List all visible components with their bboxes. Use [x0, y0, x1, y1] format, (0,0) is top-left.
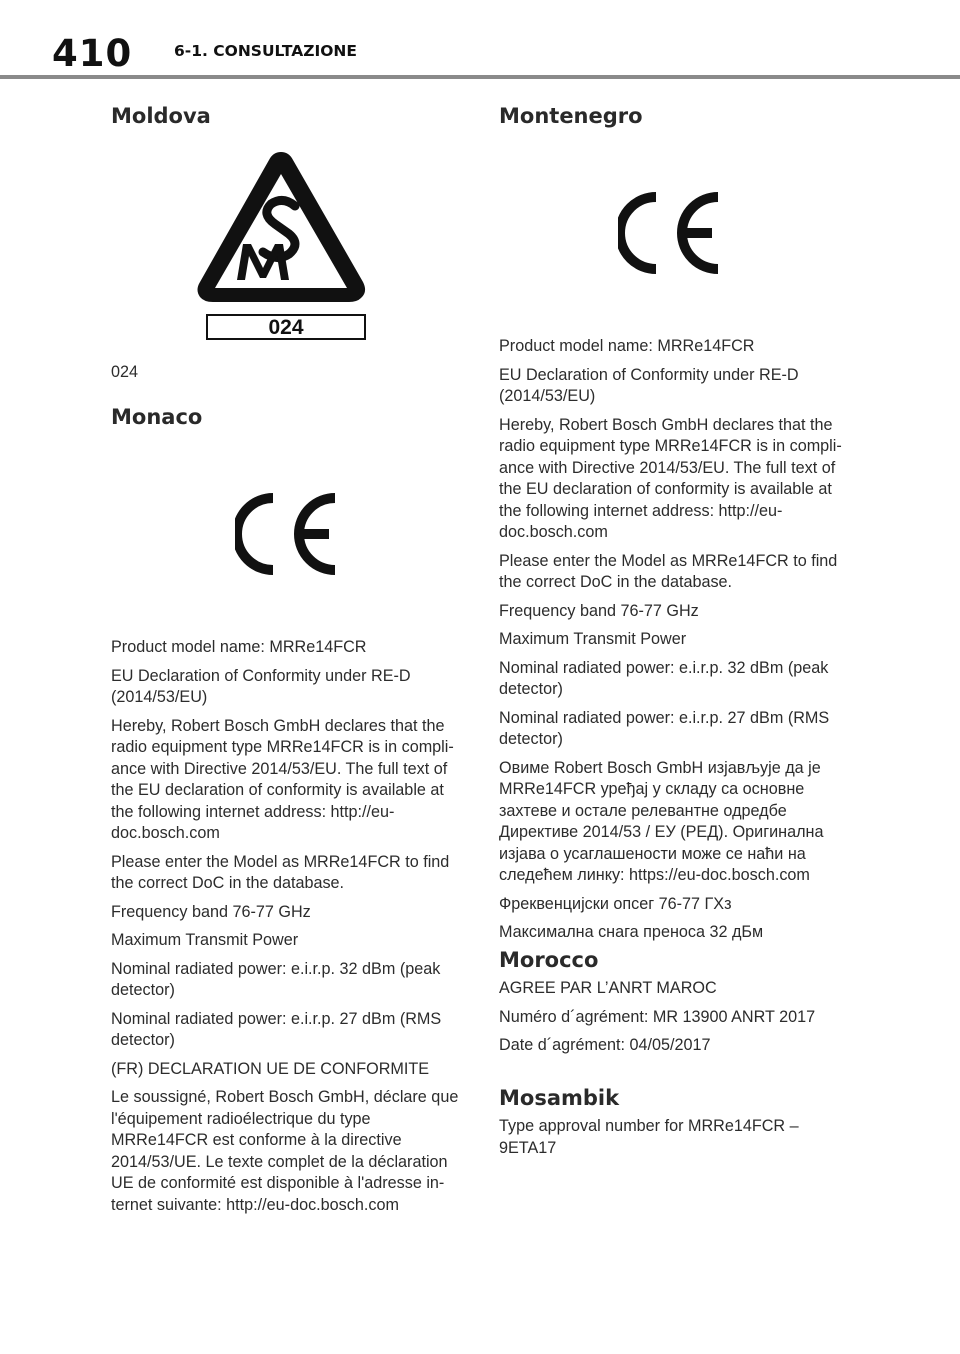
moldova-caption: 024 — [111, 363, 139, 381]
heading-montenegro: Montenegro — [499, 104, 643, 128]
montenegro-paragraph: Frequency band 76-77 GHz — [499, 601, 699, 620]
monaco-paragraph: Nominal radiated power: e.i.r.p. 27 dBm (RMS detector) — [111, 1009, 442, 1049]
moldova-sm-mark-icon — [191, 144, 371, 344]
monaco-paragraph: Frequency band 76-77 GHz — [111, 902, 311, 921]
monaco-paragraph: Product model name: MRRe14FCR — [111, 638, 367, 656]
page-header — [0, 0, 960, 80]
montenegro-paragraph: Nominal radiated power: e.i.r.p. 27 dBm (RMS detector) — [499, 708, 830, 748]
ce-mark-icon — [618, 191, 726, 275]
header-rule — [0, 75, 960, 79]
mosambik-paragraph: Type approval number for MRRe14FCR – 9ETA17 — [499, 1117, 799, 1157]
ce-mark-icon — [235, 492, 343, 576]
montenegro-paragraph: Hereby, Robert Bosch GmbH declares that the radio equipment type MRRe14FCR is in compli-ance with Directive 2014/53/EU. The full text of the EU declaration of conformity is available at the following internet address: http://eu-doc.bosch.com — [499, 415, 842, 541]
monaco-paragraph: Nominal radiated power: e.i.r.p. 32 dBm (peak detector) — [111, 959, 441, 999]
monaco-paragraph: Maximum Transmit Power — [111, 931, 299, 949]
mosambik-body — [499, 1116, 854, 1159]
montenegro-paragraph: Product model name: MRRe14FCR — [499, 337, 755, 355]
heading-morocco: Morocco — [499, 948, 599, 972]
monaco-paragraph: EU Declaration of Conformity under RE-D (2014/53/EU) — [111, 666, 411, 706]
montenegro-paragraph: Овиме Robert Bosch GmbH изјављује да је MRRe14FCR уређај у складу са основне захтеве и остале релевантне одредбе Директиве 2014/53 / ЕУ (РЕД). Оригинална изјава о усаглашености може се наћи на следећем линку: https://eu-doc.bosch.com — [499, 758, 824, 884]
section-title: 6-1. CONSULTAZIONE — [174, 42, 357, 60]
montenegro-paragraph: Nominal radiated power: e.i.r.p. 32 dBm (peak detector) — [499, 658, 829, 698]
page-number: 410 — [52, 32, 133, 75]
monaco-paragraph: Please enter the Model as MRRe14FCR to find the correct DoC in the database. — [111, 852, 450, 892]
monaco-paragraph: Le soussigné, Robert Bosch GmbH, déclare que l'équipement radioélectrique du type MRRe14FCR est conforme à la directive 2014/53/UE. Le texte complet de la déclaration UE de conformité est disponible à l'adresse in-ternet suivante: http://eu-doc.bosch.com — [111, 1088, 459, 1214]
monaco-paragraph: (FR) DECLARATION UE DE CONFORMITE — [111, 1059, 430, 1078]
heading-moldova: Moldova — [111, 104, 211, 128]
morocco-paragraph: AGREE PAR L’ANRT MAROC — [499, 979, 717, 997]
montenegro-body — [499, 336, 854, 944]
morocco-body — [499, 978, 854, 1057]
morocco-paragraph: Date d´agrément: 04/05/2017 — [499, 1036, 711, 1054]
montenegro-paragraph: EU Declaration of Conformity under RE-D (2014/53/EU) — [499, 365, 799, 405]
morocco-paragraph: Numéro d´agrément: MR 13900 ANRT 2017 — [499, 1007, 816, 1026]
montenegro-paragraph: Фреквенцијски опсег 76-77 ГХз — [499, 894, 732, 913]
montenegro-paragraph: Please enter the Model as MRRe14FCR to find the correct DoC in the database. — [499, 551, 838, 591]
moldova-logo-number: 024 — [268, 316, 304, 339]
monaco-body — [111, 637, 466, 1216]
monaco-paragraph: Hereby, Robert Bosch GmbH declares that the radio equipment type MRRe14FCR is in compli-ance with Directive 2014/53/EU. The full text of the EU declaration of conformity is available at the following internet address: http://eu-doc.bosch.com — [111, 716, 454, 842]
heading-mosambik: Mosambik — [499, 1086, 620, 1110]
heading-monaco: Monaco — [111, 405, 203, 429]
montenegro-paragraph: Максимална снага преноса 32 дБм — [499, 923, 764, 941]
montenegro-paragraph: Maximum Transmit Power — [499, 630, 687, 648]
